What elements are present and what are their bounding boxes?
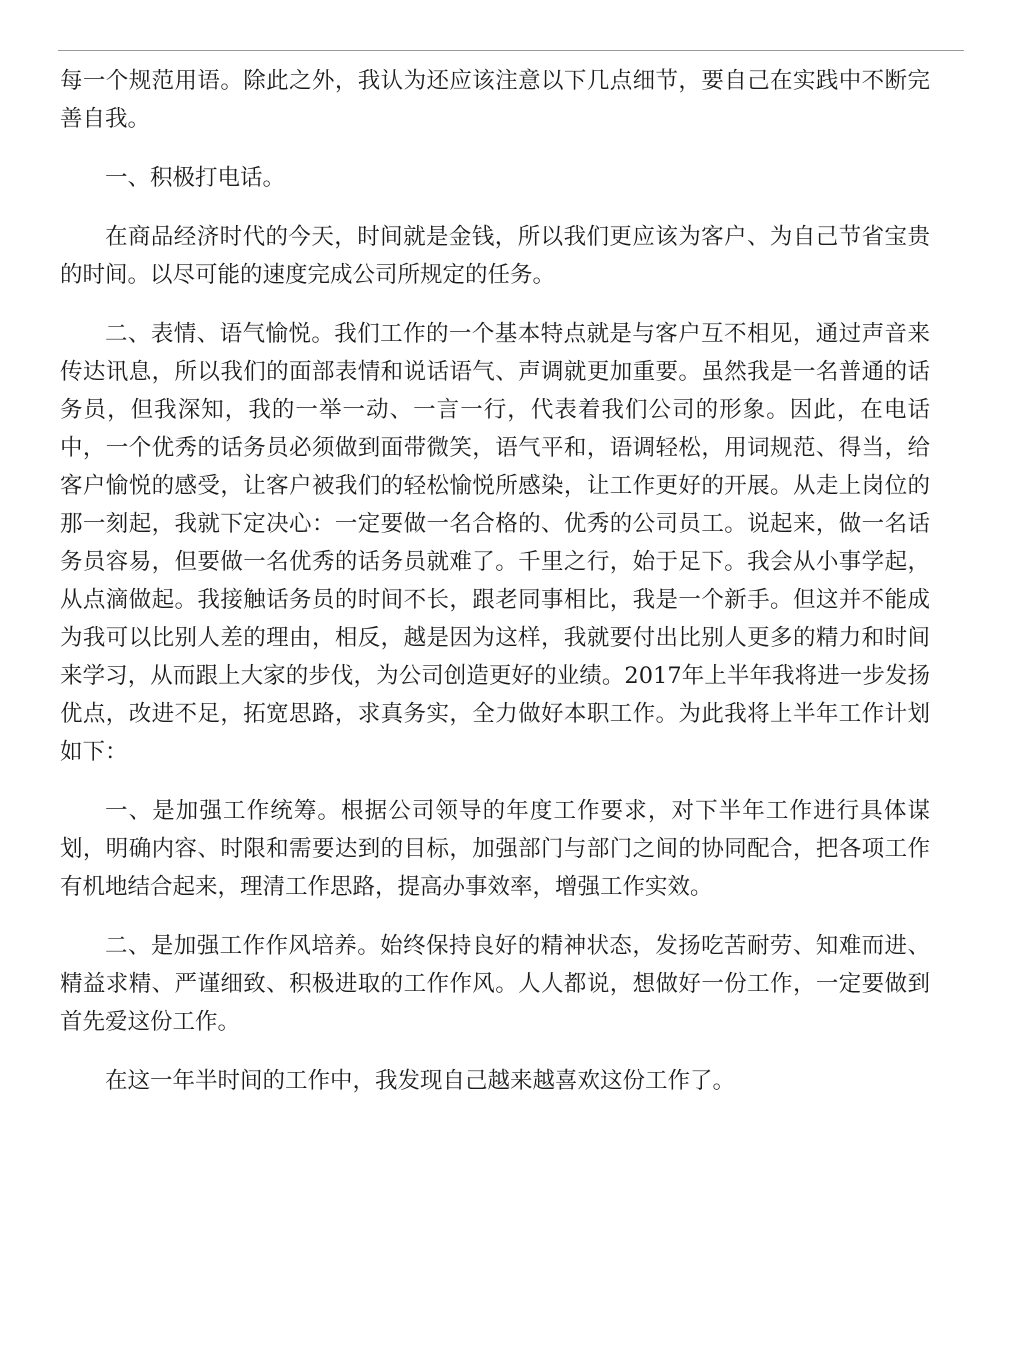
paragraph: 二、表情、语气愉悦。我们工作的一个基本特点就是与客户互不相见，通过声音来传达讯息，所以我们的面部表情和说话语气、声调就更加重要。虽然我是一名普通的话务员，但我深知，我的一举一动、一言一行，代表着我们公司的形象。因此，在电话中，一个优秀的话务员必须做到面带微笑，语气平和，语调轻松，用词规范、得当，给客户愉悦的感受，让客户被我们的轻松愉悦所感染，让工作更好的开展。从走上岗位的那一刻起，我就下定决心：一定要做一名合格的、优秀的公司员工。说起来，做一名话务员容易，但要做一名优秀的话务员就难了。千里之行，始于足下。我会从小事学起，从点滴做起。我接触话务员的时间不长，跟老同事相比，我是一个新手。但这并不能成为我可以比别人差的理由，相反，越是因为这样，我就要付出比别人更多的精力和时间来学习，从而跟上大家的步伐，为公司创造更好的业绩。2017年上半年我将进一步发扬优点，改进不足，拓宽思路，求真务实，全力做好本职工作。为此我将上半年工作计划如下： xyxy=(60,321,930,765)
document-body xyxy=(60,62,930,1121)
header-rule xyxy=(58,50,964,51)
paragraph: 在这一年半时间的工作中，我发现自己越来越喜欢这份工作了。 xyxy=(105,1068,736,1094)
paragraph: 二、是加强工作作风培养。始终保持良好的精神状态，发扬吃苦耐劳、知难而进、精益求精、严谨细致、积极进取的工作作风。人人都说，想做好一份工作，一定要做到首先爱这份工作。 xyxy=(60,933,930,1035)
paragraph: 在商品经济时代的今天，时间就是金钱，所以我们更应该为客户、为自己节省宝贵的时间。以尽可能的速度完成公司所规定的任务。 xyxy=(60,224,930,288)
paragraph: 一、是加强工作统筹。根据公司领导的年度工作要求，对下半年工作进行具体谋划，明确内容、时限和需要达到的目标，加强部门与部门之间的协同配合，把各项工作有机地结合起来，理清工作思路，提高办事效率，增强工作实效。 xyxy=(60,798,930,900)
paragraph-heading-1: 一、积极打电话。 xyxy=(105,165,286,191)
paragraph-continuation: 每一个规范用语。除此之外，我认为还应该注意以下几点细节，要自己在实践中不断完善自我。 xyxy=(60,68,930,132)
